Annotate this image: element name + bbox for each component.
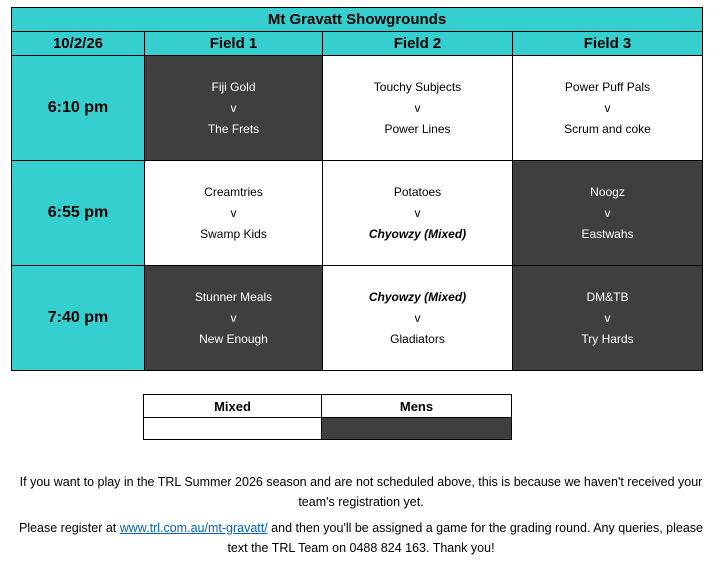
game-cell [145,266,323,371]
away-team: Eastwahs [581,226,634,241]
registration-link[interactable]: www.trl.com.au/mt-gravatt/ [119,521,268,535]
register-note [10,518,712,558]
field-3-header: Field 3 [513,32,703,56]
game-cell [323,161,513,266]
away-team: Power Lines [384,121,451,136]
timeslot-label: 6:10 pm [12,56,145,161]
game-cell [145,56,323,161]
home-team: Power Puff Pals [564,79,651,94]
legend-mixed-swatch [144,418,322,440]
date-header: 10/2/26 [12,32,145,56]
versus-label: v [414,310,421,325]
legend-mens-swatch [322,418,512,440]
not-scheduled-note: If you want to play in the TRL Summer 2026 season and are not scheduled above, this is because we haven't received your team's registration yet. [19,475,703,509]
versus-label: v [604,100,611,115]
home-team: Potatoes [393,184,442,199]
versus-label: v [230,100,237,115]
field-1-header: Field 1 [145,32,323,56]
game-cell [513,266,703,371]
away-team: Scrum and coke [564,121,651,136]
away-team: Gladiators [390,331,445,346]
home-team: Chyowzy (Mixed) [368,289,467,304]
game-cell [513,161,703,266]
away-team: New Enough [199,331,268,346]
field-2-header: Field 2 [323,32,513,56]
home-team: Creamtries [204,184,263,199]
home-team: DM&TB [586,289,629,304]
home-team: Fiji Gold [211,79,256,94]
versus-label: v [230,310,237,325]
register-suffix: and then you'll be assigned a game for the grading round. Any queries, please text the TRL Team on 0488 824 163. Thank you! [227,521,704,555]
away-team: Swamp Kids [200,226,267,241]
home-team: Touchy Subjects [373,79,462,94]
venue-title: Mt Gravatt Showgrounds [12,8,703,32]
away-team: The Frets [207,121,260,136]
versus-label: v [414,205,421,220]
game-cell [513,56,703,161]
game-cell [145,161,323,266]
timeslot-label: 7:40 pm [12,266,145,371]
home-team: Stunner Meals [194,289,273,304]
versus-label: v [604,205,611,220]
away-team: Try Hards [581,331,634,346]
legend-mens-label: Mens [322,395,512,418]
away-team: Chyowzy (Mixed) [368,226,467,241]
versus-label: v [414,100,421,115]
timeslot-row [12,161,703,266]
versus-label: v [604,310,611,325]
home-team: Noogz [590,184,625,199]
registration-notes [10,472,712,564]
category-legend [143,394,512,440]
game-cell [323,56,513,161]
versus-label: v [230,205,237,220]
schedule-table [11,7,703,371]
legend-mixed-label: Mixed [144,395,322,418]
timeslot-label: 6:55 pm [12,161,145,266]
timeslot-row [12,56,703,161]
register-prefix: Please register at [18,521,120,535]
game-cell [323,266,513,371]
timeslot-row [12,266,703,371]
